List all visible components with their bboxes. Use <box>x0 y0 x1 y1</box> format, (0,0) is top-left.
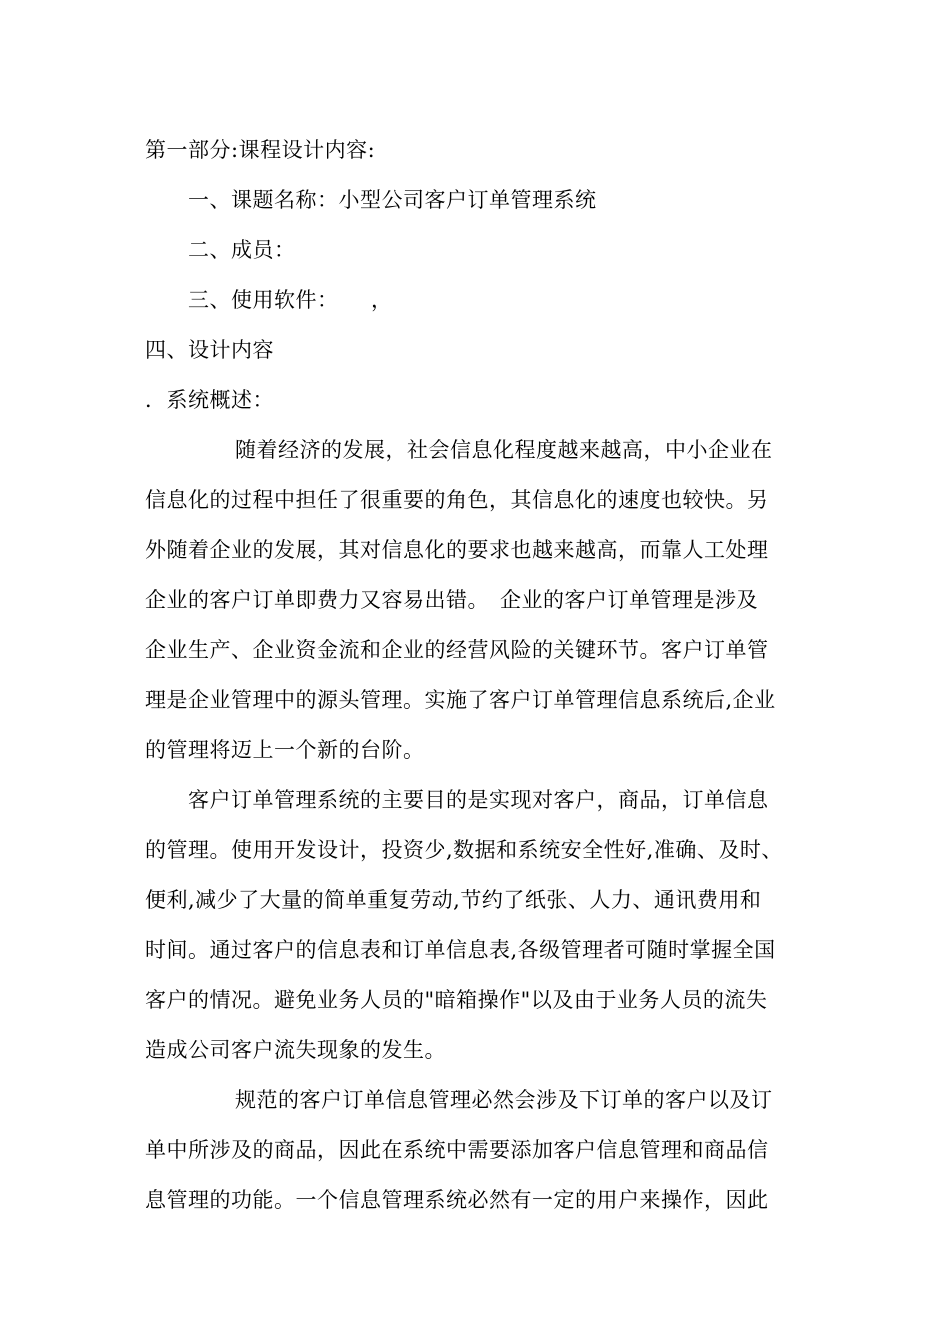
part-heading: 第一部分:课程设计内容: <box>145 138 376 162</box>
paragraph-line: 造成公司客户流失现象的发生。 <box>145 1038 446 1062</box>
paragraph-line: 随着经济的发展，社会信息化程度越来越高，中小企业在 <box>235 438 773 462</box>
paragraph-line: 信息化的过程中担任了很重要的角色，其信息化的速度也较快。另 <box>145 488 769 512</box>
item-software: 三、使用软件： ， <box>188 288 393 312</box>
paragraph-line: 的管理。使用开发设计，投资少,数据和系统安全性好,准确、及时、 <box>145 838 783 862</box>
paragraph-line: 单中所涉及的商品，因此在系统中需要添加客户信息管理和商品信 <box>145 1138 769 1162</box>
paragraph-line: 企业生产、企业资金流和企业的经营风险的关键环节。客户订单管 <box>145 638 769 662</box>
paragraph-line: 客户订单管理系统的主要目的是实现对客户，商品，订单信息 <box>188 788 769 812</box>
paragraph-line: 规范的客户订单信息管理必然会涉及下订单的客户以及订 <box>235 1088 773 1112</box>
paragraph-line: 便利,减少了大量的简单重复劳动,节约了纸张、人力、通讯费用和 <box>145 888 762 912</box>
paragraph-line: 理是企业管理中的源头管理。实施了客户订单管理信息系统后,企业 <box>145 688 776 712</box>
item-members: 二、成员： <box>188 238 296 262</box>
paragraph-line: 企业的客户订单即费力又容易出错。 企业的客户订单管理是涉及 <box>145 588 758 612</box>
paragraph-line: 时间。通过客户的信息表和订单信息表,各级管理者可随时掌握全国 <box>145 938 776 962</box>
paragraph-line: 息管理的功能。一个信息管理系统必然有一定的用户来操作，因此 <box>145 1188 769 1212</box>
paragraph-line: 的管理将迈上一个新的台阶。 <box>145 738 425 762</box>
item-design-content: 四、设计内容 <box>145 338 274 362</box>
paragraph-line: 外随着企业的发展，其对信息化的要求也越来越高，而靠人工处理 <box>145 538 769 562</box>
item-topic-name: 一、课题名称：小型公司客户订单管理系统 <box>188 188 597 212</box>
paragraph-line: 客户的情况。避免业务人员的"暗箱操作"以及由于业务人员的流失 <box>145 988 768 1012</box>
section-subheading: ．系统概述： <box>145 388 274 412</box>
